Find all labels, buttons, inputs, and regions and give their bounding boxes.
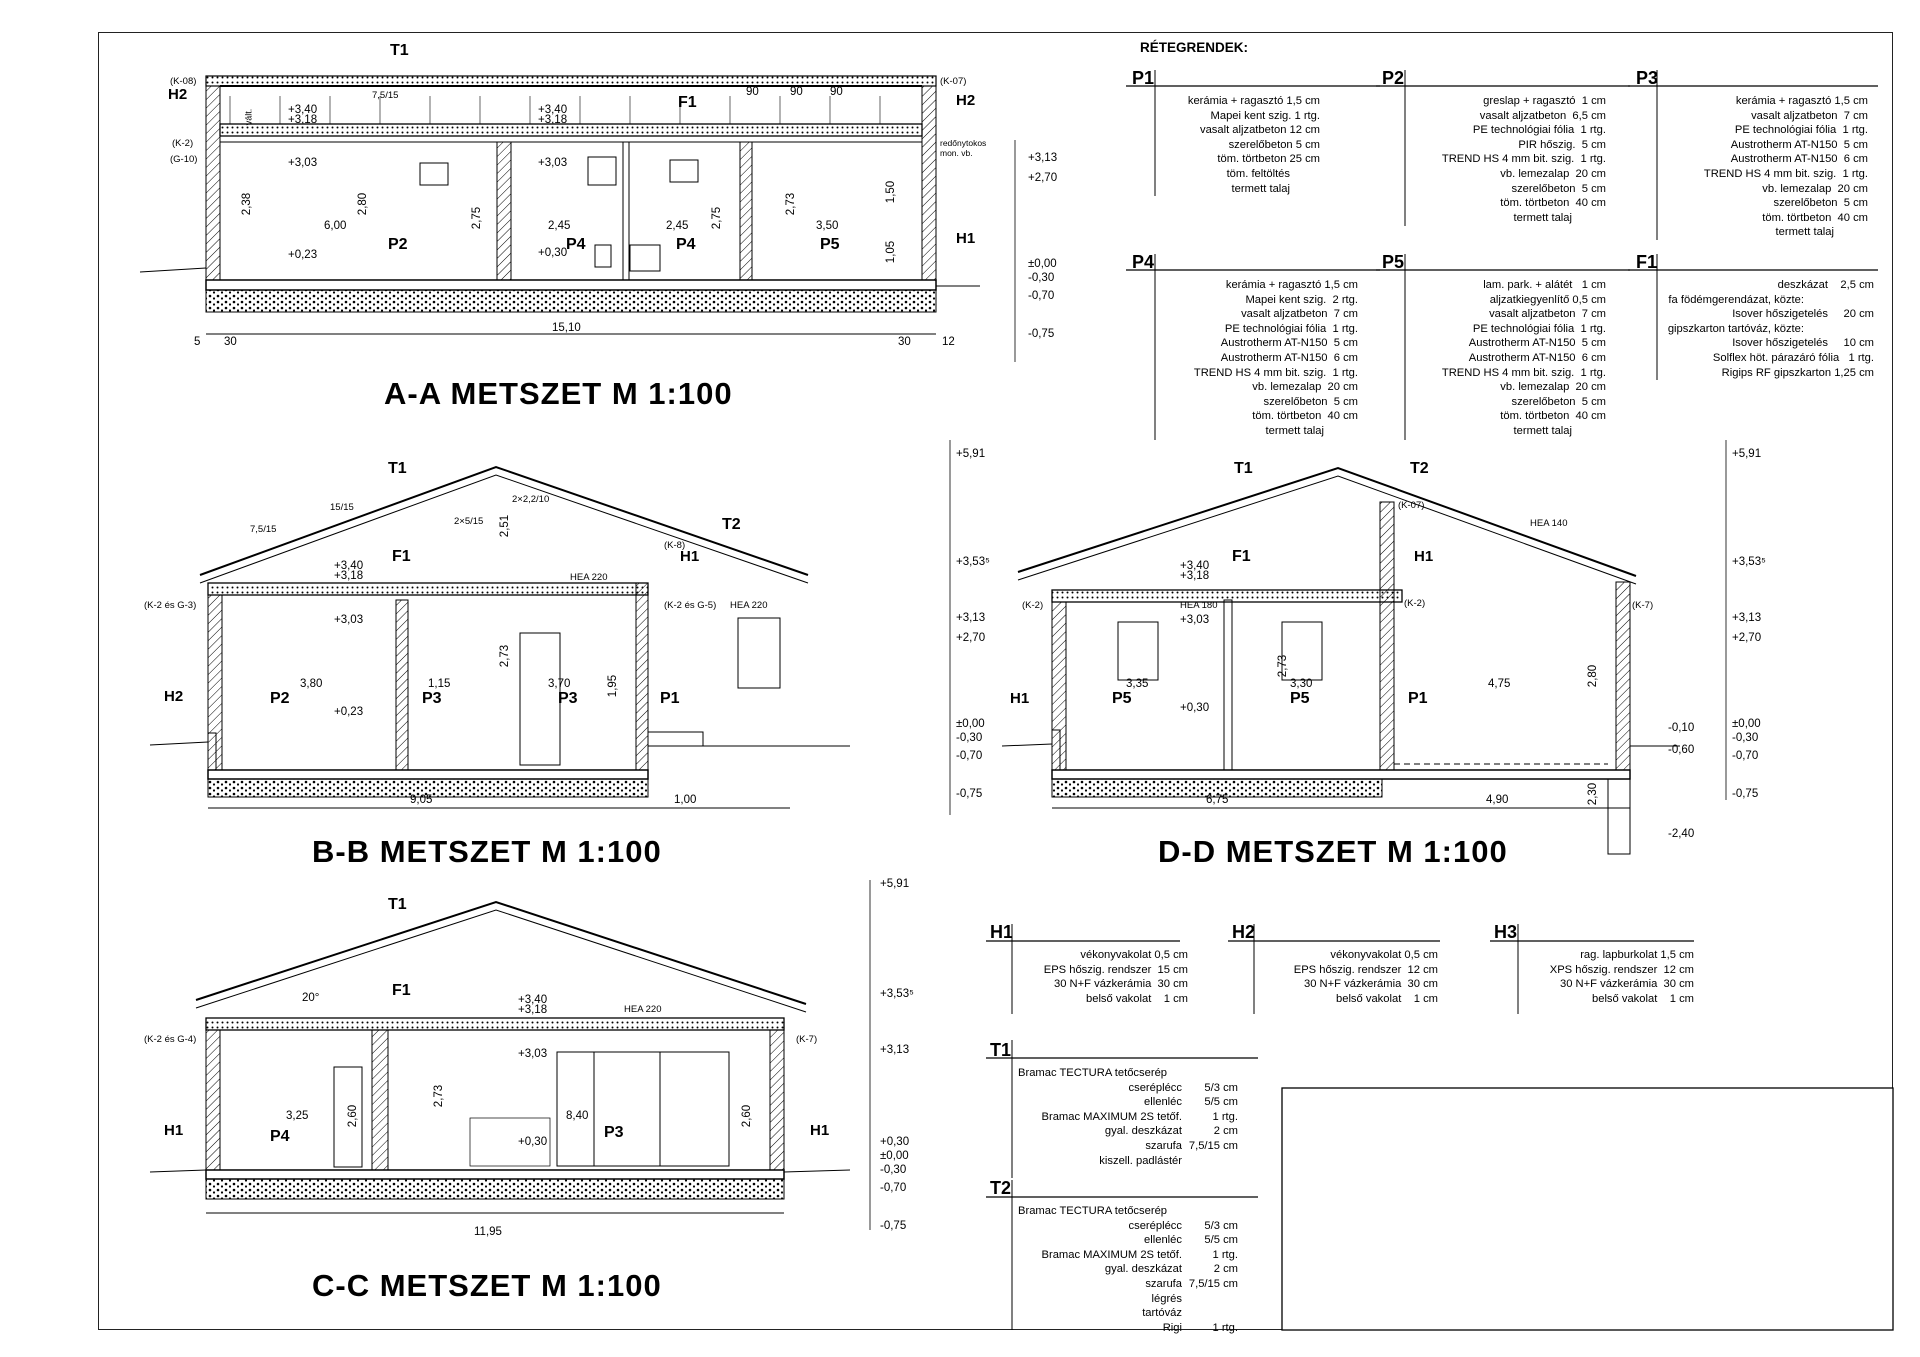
layer-row: ellenléc 5/5 cm: [1144, 1234, 1238, 1247]
dd-dim-273: 2,73: [1277, 654, 1290, 678]
layer-row: termett talaj: [1513, 424, 1572, 437]
aa-dim-90a: 90: [746, 86, 759, 98]
layer-row: EPS hőszig. rendszer 12 cm: [1293, 963, 1438, 976]
bb-side-270: +2,70: [956, 632, 986, 644]
layer-row: belső vakolat 1 cm: [1086, 992, 1188, 1005]
layer-row: vb. lemezalap 20 cm: [1252, 381, 1358, 394]
layer-row: szerelőbeton 5 cm: [1228, 138, 1320, 151]
bb-dim-100: 1,00: [674, 794, 697, 806]
bb-side-075n: -0,75: [956, 788, 983, 800]
layer-table-t2: [1018, 1204, 1258, 1335]
layer-row: Solflex höt. párazáró fólia 1 rtg.: [1712, 351, 1874, 364]
layer-f1-tag: F1: [1636, 252, 1658, 272]
dd-level-030: +0,30: [1180, 702, 1210, 714]
cc-level-318: +3,18: [518, 1004, 548, 1016]
dd-side-075n: -0,75: [1732, 788, 1759, 800]
layer-row: töm. törtbeton 40 cm: [1500, 410, 1606, 423]
layer-row: termett talaj: [1775, 226, 1834, 239]
aa-dim-600: 6,00: [324, 220, 347, 232]
aa-level-303: +3,03: [288, 157, 318, 169]
aa-p2-tag: P2: [388, 236, 408, 253]
bb-note-2x22: 2×2,2/10: [512, 494, 550, 505]
dd-p1-tag: P1: [1408, 690, 1428, 707]
aa-note-75-15: 7,5/15: [372, 90, 399, 101]
layer-row: Austrotherm AT-N150 5 cm: [1468, 337, 1606, 350]
layer-row: Bramac MAXIMUM 2S tetőf. 1 rtg.: [1041, 1110, 1238, 1123]
bb-note-hea220a: HEA 220: [570, 572, 608, 583]
layer-row: Austrotherm AT-N150 5 cm: [1730, 138, 1868, 151]
layer-row: PE technológiai fólia 1 rtg.: [1472, 124, 1606, 137]
aa-dim-105: 1,05: [885, 240, 898, 264]
aa-f1-tag: F1: [678, 94, 697, 111]
aa-dim-280: 2,80: [357, 192, 370, 216]
dd-dim-230: 2,30: [1587, 782, 1600, 806]
layer-row: kerámia + ragasztó 1,5 cm: [1187, 95, 1320, 107]
aa-side-030n: -0,30: [1028, 272, 1055, 284]
layer-row: XPS hőszig. rendszer 12 cm: [1549, 963, 1694, 976]
dd-dim-490: 4,90: [1486, 794, 1509, 806]
layer-row: gipszkarton tartóváz, közte:: [1667, 322, 1804, 335]
cc-h1b-tag: H1: [810, 1122, 830, 1139]
layer-row: vasalt aljzatbeton 7 cm: [1241, 308, 1358, 321]
bb-side-313: +3,13: [956, 612, 986, 624]
aa-p4a-tag: P4: [566, 236, 586, 253]
cc-level-303: +3,03: [518, 1048, 548, 1060]
aa-p5-tag: P5: [820, 236, 840, 253]
cc-note-k2g4: (K-2 és G-4): [144, 1034, 197, 1045]
layer-row: EPS hőszig. rendszer 15 cm: [1043, 963, 1188, 976]
dd-side-353: +3,53⁵: [1732, 556, 1766, 568]
aa-dim-1510: 15,10: [552, 322, 581, 334]
layer-row: belső vakolat 1 cm: [1592, 992, 1694, 1005]
layer-row: töm. törtbeton 40 cm: [1500, 197, 1606, 210]
layer-row: szerelőbeton 5 cm: [1263, 395, 1358, 408]
layer-row: gyal. deszkázat 2 cm: [1104, 1263, 1238, 1276]
layer-row: rag. lapburkolat 1,5 cm: [1580, 949, 1694, 961]
aa-dim-150: 1,50: [885, 180, 898, 204]
cc-side-075n: -0,75: [880, 1220, 907, 1232]
bb-note-75-15: 7,5/15: [250, 524, 277, 535]
layer-row: 30 N+F vázkerámia 30 cm: [1560, 978, 1694, 991]
bb-dim-273: 2,73: [499, 644, 512, 668]
layer-row: vékonyvakolat 0,5 cm: [1080, 949, 1188, 961]
layer-p3-tag: P3: [1636, 68, 1659, 88]
dd-dim-335: 3,35: [1126, 678, 1149, 690]
layer-row: vb. lemezalap 20 cm: [1762, 182, 1868, 195]
section-cc-title: C-C METSZET M 1:100: [312, 1268, 662, 1303]
cc-h1a-tag: H1: [164, 1122, 184, 1139]
layer-row: PIR hőszig. 5 cm: [1518, 138, 1606, 151]
cc-t1-tag: T1: [388, 896, 407, 913]
aa-level-318b: +3,18: [538, 114, 568, 126]
aa-side-075n: -0,75: [1028, 328, 1055, 340]
layer-row: Austrotherm AT-N150 6 cm: [1220, 351, 1358, 364]
dd-level-303: +3,03: [1180, 614, 1210, 626]
cc-dim-1195: 11,95: [474, 1226, 502, 1238]
dd-dim-675: 6,75: [1206, 794, 1229, 806]
bb-note-25-15: 2×5/15: [454, 516, 484, 527]
bb-note-k2g3: (K-2 és G-3): [144, 600, 197, 611]
aa-level-340: +3,40: [288, 104, 318, 116]
layer-row: 30 N+F vázkerámia 30 cm: [1054, 978, 1188, 991]
aa-dim-275b: 2,75: [711, 206, 724, 230]
cc-side-000: ±0,00: [880, 1150, 909, 1162]
layer-row: termett talaj: [1265, 424, 1324, 437]
aa-dim-30b: 30: [898, 336, 911, 348]
layer-row: szerelőbeton 5 cm: [1511, 182, 1606, 195]
layer-row: kerámia + ragasztó 1,5 cm: [1735, 95, 1868, 107]
cc-note-hea220: HEA 220: [624, 1004, 662, 1015]
layer-row: greslap + ragasztó 1 cm: [1483, 95, 1606, 107]
cc-side-070n: -0,70: [880, 1182, 907, 1194]
layer-row: Rigi 1 rtg.: [1162, 1321, 1238, 1334]
dd-dim-280: 2,80: [1587, 664, 1600, 688]
layer-row: Bramac TECTURA tetőcserép: [1018, 1205, 1168, 1217]
bb-h2-tag: H2: [164, 688, 184, 705]
layer-row: vasalt aljzatbeton 7 cm: [1489, 308, 1606, 321]
layer-row: termett talaj: [1513, 211, 1572, 224]
cc-side-030n: -0,30: [880, 1164, 907, 1176]
layer-p2-tag: P2: [1382, 68, 1405, 88]
aa-side-270: +2,70: [1028, 172, 1058, 184]
layer-row: szarufa 7,5/15 cm: [1145, 1277, 1238, 1290]
layer-table-p2: [1410, 94, 1606, 225]
bb-h1-tag: H1: [680, 548, 700, 565]
aa-dim-238: 2,38: [241, 192, 254, 216]
bb-dim-251: 2,51: [499, 514, 512, 538]
layer-table-h3: [1522, 948, 1694, 1006]
cc-dim-20deg: 20°: [302, 992, 320, 1004]
layer-p1-tag: P1: [1132, 68, 1155, 88]
cc-level-030: +0,30: [518, 1136, 548, 1148]
bb-t1-tag: T1: [388, 460, 407, 477]
aa-level-340b: +3,40: [538, 104, 568, 116]
layer-t2-tag: T2: [990, 1178, 1012, 1198]
layer-row: gyal. deszkázat 2 cm: [1104, 1125, 1238, 1138]
layer-row: Mapei kent szig. 2 rtg.: [1245, 293, 1358, 306]
layer-row: PE technológiai fólia 1 rtg.: [1734, 124, 1868, 137]
layer-row: töm. törtbeton 40 cm: [1762, 211, 1868, 224]
layer-row: cseréplécc 5/3 cm: [1128, 1219, 1238, 1232]
cc-level-340: +3,40: [518, 994, 548, 1006]
layer-table-p3: [1662, 94, 1868, 240]
layer-row: vasalt aljzatbeton 7 cm: [1751, 109, 1868, 122]
bb-side-070n: -0,70: [956, 750, 983, 762]
aa-note-valt: vált.: [243, 108, 254, 126]
layer-table-p4: [1160, 278, 1358, 439]
layer-h3-tag: H3: [1494, 922, 1518, 942]
aa-side-313: +3,13: [1028, 152, 1058, 164]
bb-level-318: +3,18: [334, 570, 364, 582]
layer-row: kiszell. padlástér: [1099, 1154, 1182, 1167]
dd-side-030n: -0,30: [1732, 732, 1759, 744]
layer-row: szerelőbeton 5 cm: [1511, 395, 1606, 408]
aa-level-318: +3,18: [288, 114, 318, 126]
layer-row: termett talaj: [1231, 182, 1290, 195]
bb-note-k2g5: (K-2 és G-5): [664, 600, 717, 611]
aa-dim-12: 12: [942, 336, 955, 348]
cc-p4-tag: P4: [270, 1128, 290, 1145]
layer-t1-tag: T1: [990, 1040, 1012, 1060]
layer-table-p1: [1160, 94, 1320, 196]
layer-row: tartóváz: [1142, 1307, 1182, 1320]
aa-note-k08: (K-08): [170, 76, 197, 87]
layer-row: szerelőbeton 5 cm: [1773, 197, 1868, 210]
layer-row: Isover hőszigetelés 10 cm: [1732, 337, 1874, 350]
layer-p4-tag: P4: [1132, 252, 1155, 272]
dd-dim-475: 4,75: [1488, 678, 1511, 690]
layer-table-h1: [1016, 948, 1188, 1006]
bb-dim-380: 3,80: [300, 678, 323, 690]
layer-row: vasalt aljzatbeton 6,5 cm: [1479, 109, 1606, 122]
section-aa-title: A-A METSZET M 1:100: [384, 376, 733, 411]
dd-dim-330: 3,30: [1290, 678, 1313, 690]
layer-row: töm. törtbeton 25 cm: [1217, 153, 1320, 166]
layer-row: Austrotherm AT-N150 6 cm: [1730, 153, 1868, 166]
dd-f1-tag: F1: [1232, 548, 1251, 565]
layer-row: töm. feltöltés: [1226, 167, 1290, 180]
cc-side-030: +0,30: [880, 1136, 910, 1148]
dd-side-591: +5,91: [1732, 448, 1762, 460]
dd-level-318: +3,18: [1180, 570, 1210, 582]
aa-dim-30a: 30: [224, 336, 237, 348]
layer-row: TREND HS 4 mm bit. szig. 1 rtg.: [1193, 366, 1358, 379]
aa-side-000: ±0,00: [1028, 258, 1057, 270]
bb-level-023: +0,23: [334, 706, 364, 718]
aa-dim-90c: 90: [830, 86, 843, 98]
dd-side-000: ±0,00: [1732, 718, 1761, 730]
aa-note-k2: (K-2): [172, 138, 194, 149]
dd-side-270: +2,70: [1732, 632, 1762, 644]
layer-row: Mapei kent szig. 1 rtg.: [1210, 109, 1320, 122]
layer-h1-tag: H1: [990, 922, 1014, 942]
layer-row: töm. törtbeton 40 cm: [1252, 410, 1358, 423]
cc-side-353: +3,53⁵: [880, 988, 914, 1000]
aa-level-023: +0,23: [288, 249, 318, 261]
layer-table-t1: [1018, 1066, 1258, 1168]
dd-note-hea140: HEA 140: [1530, 518, 1568, 529]
bb-note-hea220b: HEA 220: [730, 600, 768, 611]
bb-side-030n: -0,30: [956, 732, 983, 744]
section-bb-title: B-B METSZET M 1:100: [312, 834, 662, 869]
bb-dim-115: 1,15: [428, 678, 451, 690]
cc-side-313: +3,13: [880, 1044, 910, 1056]
dd-note-k2a: (K-2): [1022, 600, 1044, 611]
bb-dim-905: 9,05: [410, 794, 433, 806]
aa-side-070n: -0,70: [1028, 290, 1055, 302]
dd-note-k2b: (K-2): [1404, 598, 1426, 609]
cc-dim-260b: 2,60: [741, 1104, 754, 1128]
section-dd-title: D-D METSZET M 1:100: [1158, 834, 1508, 869]
layer-row: cseréplécc 5/3 cm: [1128, 1081, 1238, 1094]
aa-dim-5a: 5: [194, 336, 201, 348]
cc-dim-840: 8,40: [566, 1110, 589, 1122]
cc-dim-260a: 2,60: [347, 1104, 360, 1128]
layer-p5-tag: P5: [1382, 252, 1405, 272]
layer-table-f1: [1662, 278, 1874, 380]
bb-note-k8: (K-8): [664, 540, 686, 551]
aa-note-redony: redőnytokos mon. vb.: [940, 138, 987, 158]
bb-note-1515: 15/15: [330, 502, 354, 513]
layer-row: Austrotherm AT-N150 5 cm: [1220, 337, 1358, 350]
dd-side-060n: -0,60: [1668, 744, 1695, 756]
aa-h2b-tag: H2: [956, 92, 976, 109]
dd-side-313: +3,13: [1732, 612, 1762, 624]
cc-dim-325: 3,25: [286, 1110, 309, 1122]
aa-note-g10: (G-10): [170, 154, 198, 165]
bb-p3b-tag: P3: [558, 690, 578, 707]
section-cc: [150, 880, 870, 1230]
layer-row: ellenléc 5/5 cm: [1144, 1096, 1238, 1109]
dd-side-010n: -0,10: [1668, 722, 1695, 734]
dd-t2-tag: T2: [1410, 460, 1429, 477]
layer-row: szarufa 7,5/15 cm: [1145, 1139, 1238, 1152]
aa-level-030: +0,30: [538, 247, 568, 259]
cc-note-k7: (K-7): [796, 1034, 818, 1045]
layers-header: RÉTEGRENDEK:: [1140, 40, 1249, 55]
dd-p5a-tag: P5: [1112, 690, 1132, 707]
aa-dim-245b: 2,45: [666, 220, 689, 232]
dd-note-k07: (K-07): [1398, 500, 1425, 511]
aa-dim-350: 3,50: [816, 220, 839, 232]
bb-level-303: +3,03: [334, 614, 364, 626]
bb-p2-tag: P2: [270, 690, 290, 707]
layer-row: vékonyvakolat 0,5 cm: [1330, 949, 1438, 961]
layer-row: TREND HS 4 mm bit. szig. 1 rtg.: [1441, 366, 1606, 379]
dd-t1-tag: T1: [1234, 460, 1253, 477]
cc-p3-tag: P3: [604, 1124, 624, 1141]
cc-side-591: +5,91: [880, 878, 910, 890]
layer-row: Bramac TECTURA tetőcserép: [1018, 1067, 1168, 1079]
layer-row: lam. park. + alátét 1 cm: [1483, 279, 1606, 291]
bb-level-340: +3,40: [334, 560, 364, 572]
layer-row: légrés: [1151, 1292, 1182, 1305]
dd-level-340: +3,40: [1180, 560, 1210, 572]
dd-side-240n: -2,40: [1668, 828, 1695, 840]
bb-p3a-tag: P3: [422, 690, 442, 707]
bb-t2-tag: T2: [722, 516, 741, 533]
aa-dim-273: 2,73: [785, 192, 798, 216]
bb-dim-370: 3,70: [548, 678, 571, 690]
bb-dim-195: 1,95: [607, 674, 620, 698]
layer-row: Rigips RF gipszkarton 1,25 cm: [1721, 366, 1874, 379]
cc-f1-tag: F1: [392, 982, 411, 999]
dd-note-hea180: HEA 180: [1180, 600, 1218, 611]
section-dd: [1002, 440, 1726, 854]
bb-f1-tag: F1: [392, 548, 411, 565]
aa-dim-245a: 2,45: [548, 220, 571, 232]
layer-row: deszkázat 2,5 cm: [1777, 279, 1874, 291]
aa-h1-tag: H1: [956, 230, 976, 247]
layer-row: Austrotherm AT-N150 6 cm: [1468, 351, 1606, 364]
layer-row: TREND HS 4 mm bit. szig. 1 rtg.: [1703, 167, 1868, 180]
aa-note-k07: (K-07): [940, 76, 967, 87]
bb-side-353: +3,53⁵: [956, 556, 990, 568]
layer-table-h2: [1258, 948, 1438, 1006]
dd-h1b-tag: H1: [1414, 548, 1434, 565]
aa-dim-275a: 2,75: [471, 206, 484, 230]
layer-row: 30 N+F vázkerámia 30 cm: [1304, 978, 1438, 991]
bb-p1-tag: P1: [660, 690, 680, 707]
layer-row: PE technológiai fólia 1 rtg.: [1472, 322, 1606, 335]
layer-row: vb. lemezalap 20 cm: [1500, 167, 1606, 180]
layer-table-p5: [1410, 278, 1606, 439]
layer-row: Isover hőszigetelés 20 cm: [1732, 308, 1874, 321]
layer-row: kerámia + ragasztó 1,5 cm: [1225, 279, 1358, 291]
layer-row: vasalt aljzatbeton 12 cm: [1199, 124, 1320, 137]
layer-row: vb. lemezalap 20 cm: [1500, 381, 1606, 394]
layer-row: Bramac MAXIMUM 2S tetőf. 1 rtg.: [1041, 1248, 1238, 1261]
layer-row: fa födémgerendázat, közte:: [1668, 293, 1804, 306]
cc-dim-273: 2,73: [433, 1084, 446, 1108]
layer-row: aljzatkiegyenlítő 0,5 cm: [1489, 293, 1606, 306]
bb-side-591: +5,91: [956, 448, 986, 460]
layer-h2-tag: H2: [1232, 922, 1256, 942]
layer-row: belső vakolat 1 cm: [1336, 992, 1438, 1005]
aa-p4b-tag: P4: [676, 236, 696, 253]
dd-h1a-tag: H1: [1010, 690, 1030, 707]
aa-t1-tag: T1: [390, 42, 409, 59]
dd-side-070n: -0,70: [1732, 750, 1759, 762]
layer-row: PE technológiai fólia 1 rtg.: [1224, 322, 1358, 335]
layer-row: TREND HS 4 mm bit. szig. 1 rtg.: [1441, 153, 1606, 166]
section-bb: [150, 440, 950, 815]
bb-side-000: ±0,00: [956, 718, 985, 730]
dd-p5b-tag: P5: [1290, 690, 1310, 707]
aa-level-303b: +3,03: [538, 157, 568, 169]
section-aa: [140, 76, 1015, 362]
dd-note-k7: (K-7): [1632, 600, 1654, 611]
aa-h2-tag: H2: [168, 86, 188, 103]
aa-dim-90b: 90: [790, 86, 803, 98]
